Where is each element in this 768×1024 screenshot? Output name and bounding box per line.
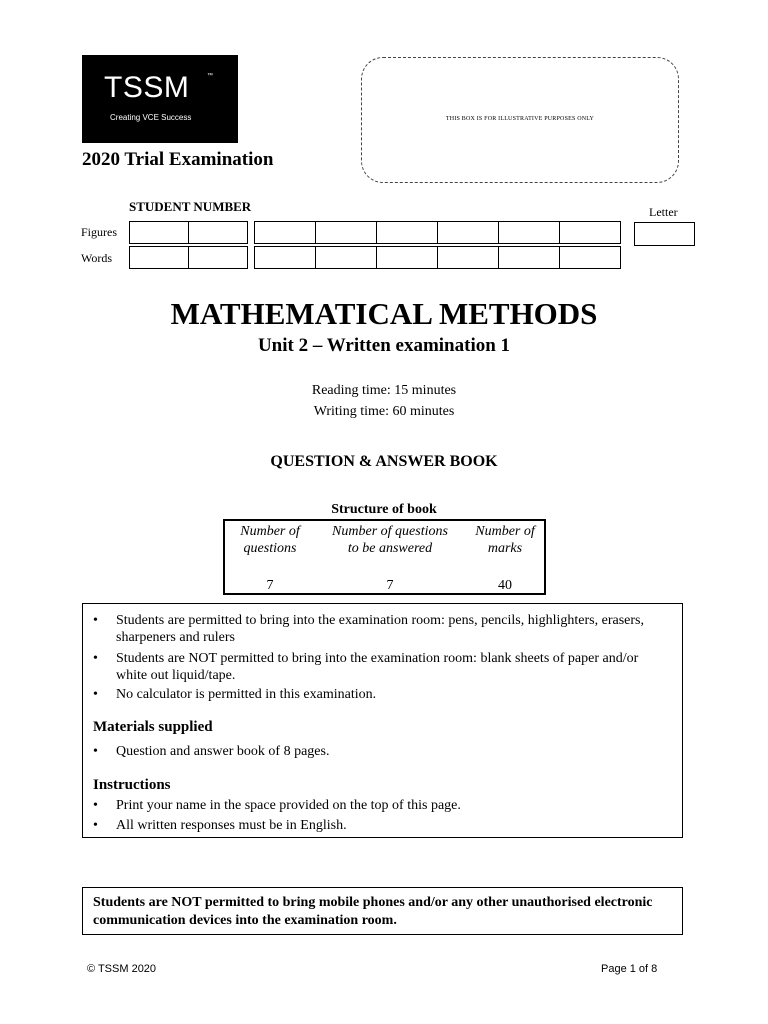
words-cell[interactable] (188, 246, 248, 269)
words-row-group-1 (130, 246, 248, 269)
letter-box[interactable] (634, 222, 695, 246)
letter-label: Letter (649, 205, 678, 219)
words-cell[interactable] (559, 246, 621, 269)
structure-table (223, 519, 546, 595)
instructions-heading: Instructions (93, 777, 171, 793)
footer-page-number: Page 1 of 8 (601, 963, 658, 975)
figures-cell[interactable] (254, 221, 316, 244)
figures-cell[interactable] (437, 221, 499, 244)
bullet-icon: • (93, 651, 98, 666)
tssm-logo (82, 55, 238, 143)
structure-header-marks: Number of marks (475, 524, 535, 556)
words-row-group-2 (255, 246, 621, 269)
figures-cell[interactable] (188, 221, 248, 244)
words-cell[interactable] (315, 246, 377, 269)
words-cell[interactable] (254, 246, 316, 269)
structure-header-answered: Number of questions to be answered (332, 524, 448, 556)
figures-row-group-2 (255, 221, 621, 244)
logo-tagline: Creating VCE Success (110, 113, 192, 122)
logo-brand: TSSM (104, 71, 190, 104)
figures-cell[interactable] (315, 221, 377, 244)
figures-cell[interactable] (129, 221, 189, 244)
trial-exam-title: 2020 Trial Examination (82, 149, 274, 170)
figures-cell[interactable] (376, 221, 438, 244)
warning-box (82, 887, 683, 935)
book-title: QUESTION & ANSWER BOOK (270, 453, 498, 470)
words-cell[interactable] (498, 246, 560, 269)
writing-time: Writing time: 60 minutes (313, 404, 455, 419)
student-number-label: STUDENT NUMBER (129, 199, 252, 214)
figures-row-group-1 (130, 221, 248, 244)
words-cell[interactable] (437, 246, 499, 269)
unit-subtitle: Unit 2 – Written examination 1 (257, 335, 511, 356)
structure-value-marks: 40 (498, 578, 512, 593)
words-cell[interactable] (129, 246, 189, 269)
materials-heading: Materials supplied (93, 719, 213, 735)
logo-trademark: ™ (207, 73, 213, 79)
words-cell[interactable] (376, 246, 438, 269)
bullet-icon: • (93, 613, 98, 628)
bullet-icon: • (93, 818, 98, 833)
structure-header-questions: Number of questions (240, 524, 300, 556)
figures-cell[interactable] (498, 221, 560, 244)
bullet-icon: • (93, 744, 98, 759)
illustrative-box-text: THIS BOX IS FOR ILLUSTRATIVE PURPOSES ONLY (445, 116, 595, 122)
reading-time: Reading time: 15 minutes (311, 383, 457, 398)
structure-value-answered: 7 (386, 578, 394, 593)
structure-value-questions: 7 (266, 578, 274, 593)
figures-label: Figures (81, 225, 117, 239)
footer-copyright: © TSSM 2020 (87, 963, 157, 975)
subject-title: MATHEMATICAL METHODS (170, 296, 598, 331)
figures-cell[interactable] (559, 221, 621, 244)
bullet-icon: • (93, 798, 98, 813)
rules-box: • Students are permitted to bring into the examination room: pens, pencils, highlighters, erasers, sharpeners and rulers • Students are NOT permitted to bring into the examination room: blank sheets of paper and/or white out liquid/tape. • No calculator is permitted in this examination. Materials supplied • Question and answer book of 8 pages. Instructions • Print your name in the space provided on the top of this page. • All written responses must be in English. (82, 603, 683, 838)
structure-caption: Structure of book (331, 502, 437, 517)
warning-text: Students are NOT permitted to bring mobile phones and/or any other unauthorised electronic communication devices into the examination room. (93, 895, 653, 928)
bullet-icon: • (93, 687, 98, 702)
illustrative-box (361, 57, 679, 183)
words-label: Words (81, 251, 113, 265)
